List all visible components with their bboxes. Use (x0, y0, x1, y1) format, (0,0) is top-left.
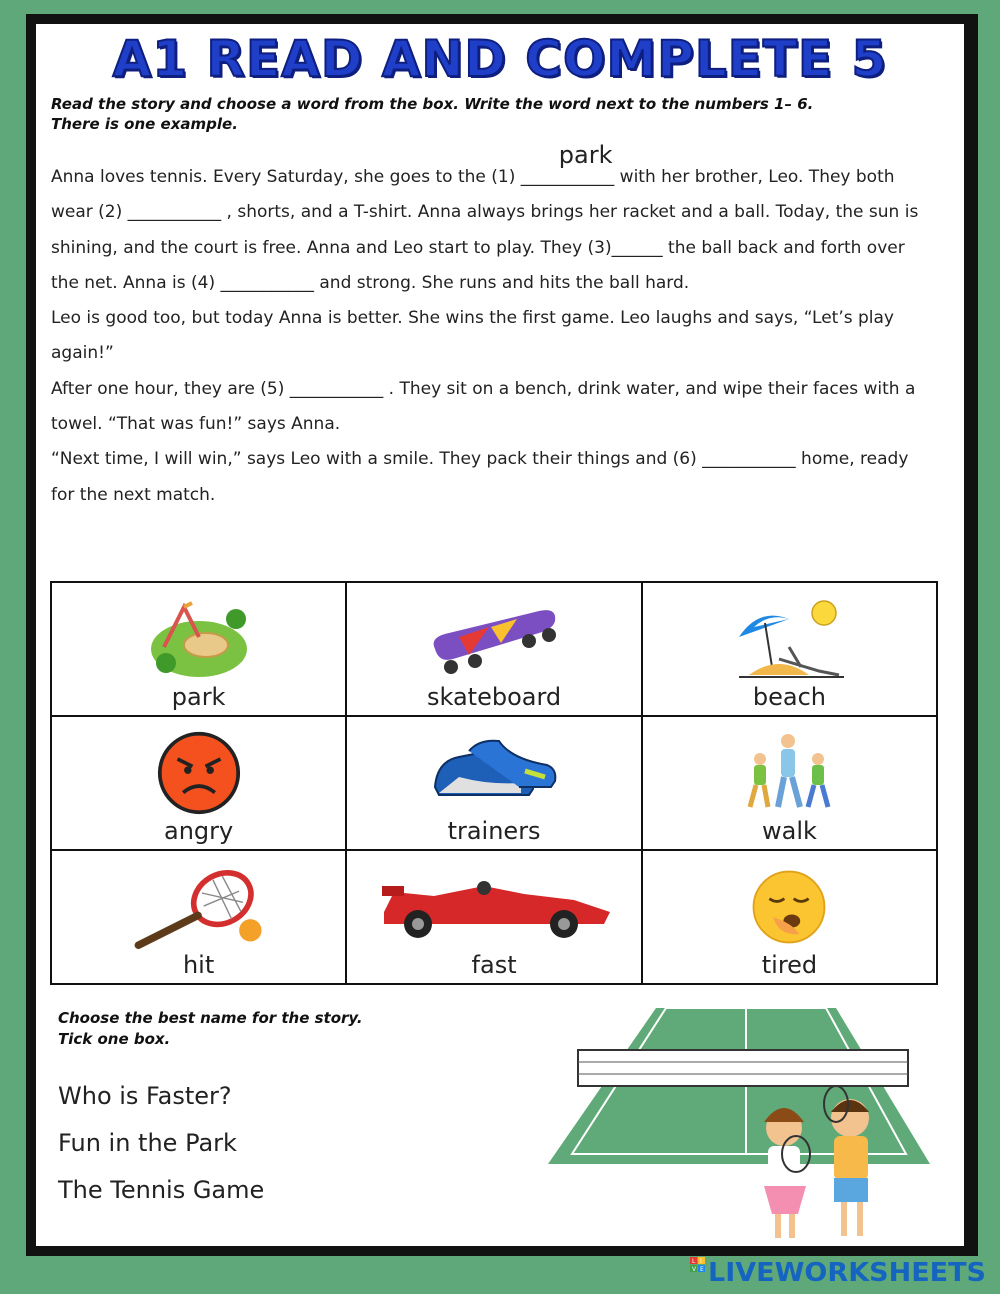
word-cell-walk (642, 716, 937, 850)
logo-letter: E (700, 1266, 704, 1273)
skateboard-icon (429, 597, 559, 681)
choose-line-1: Choose the best name for the story. (58, 1009, 363, 1027)
word-cell-trainers (346, 716, 642, 850)
tired-face-icon (744, 865, 834, 949)
logo-letter: I (700, 1258, 702, 1265)
title-option-1[interactable]: Who is Faster? (58, 1082, 232, 1110)
logo-letter: V (692, 1266, 697, 1273)
word-cell-park (51, 582, 346, 716)
story-paragraph-1 (51, 141, 931, 301)
word-cell-tired (642, 850, 937, 984)
word-skateboard: skateboard (426, 683, 562, 711)
instruction-line-2: There is one example. (51, 115, 238, 133)
word-trainers: trainers (447, 817, 541, 845)
instruction-line-1: Read the story and choose a word from the box. Write the word next to the numbers 1– 6. (51, 95, 814, 113)
worksheet (36, 24, 964, 1246)
angry-face-icon (154, 731, 244, 815)
story-paragraph-4: “Next time, I will win,” says Leo with a smile. They pack their things and (6) ___________ home, ready for the next match. (51, 449, 909, 505)
brand-text: LIVEWORKSHEETS (708, 1258, 986, 1287)
story-paragraph-2: Leo is good too, but today Anna is better. She wins the first game. Leo laughs and says, “Let’s play again!” (51, 308, 894, 364)
blank-line: ___________ (520, 167, 615, 187)
word-walk: walk (762, 817, 817, 845)
word-angry: angry (163, 817, 234, 845)
word-beach: beach (752, 683, 827, 711)
word-tired: tired (761, 951, 818, 979)
story-text (51, 141, 931, 513)
word-cell-fast (346, 850, 642, 984)
family-walk-icon (734, 731, 844, 815)
word-cell-hit (51, 850, 346, 984)
word-fast: fast (471, 951, 517, 979)
page-title: A1 READ AND COMPLETE 5 (112, 30, 888, 88)
choose-line-2: Tick one box. (58, 1030, 171, 1048)
choose-instructions (58, 1008, 363, 1050)
beach-icon (729, 597, 849, 681)
title-option-3[interactable]: The Tennis Game (58, 1176, 265, 1204)
word-park: park (171, 683, 226, 711)
word-hit: hit (182, 951, 215, 979)
liveworksheets-logo (690, 1255, 990, 1287)
word-cell-beach (642, 582, 937, 716)
word-cell-skateboard (346, 582, 642, 716)
trainers-icon (429, 731, 559, 815)
story-p1-end: with her brother, Leo. They both wear (2) ___________ , shorts, and a T-shirt. Anna always brings her racket and a ball. Today, the sun is shining, and the court is free. Anna and Leo start to play. They (3)______ the ball back and forth over the net. Anna is (4) ___________ and strong. She runs and hits the ball hard. (51, 167, 919, 293)
logo-letter: L (692, 1258, 696, 1265)
answer-blank-1[interactable] (520, 141, 615, 195)
story-paragraph-3: After one hour, they are (5) ___________ . They sit on a bench, drink water, and wipe their faces with a towel. “That was fun!” says Anna. (51, 378, 916, 435)
example-answer: park (558, 141, 613, 169)
title-option-2[interactable]: Fun in the Park (58, 1129, 237, 1157)
story-p1-start: Anna loves tennis. Every Saturday, she goes to the (1) (51, 167, 521, 187)
tennis-court-illustration (546, 1004, 946, 1244)
race-car-icon (374, 865, 614, 949)
park-icon (144, 597, 254, 681)
instructions (51, 94, 931, 134)
word-cell-angry (51, 716, 346, 850)
word-box (50, 581, 938, 985)
tennis-racket-icon (124, 865, 274, 949)
